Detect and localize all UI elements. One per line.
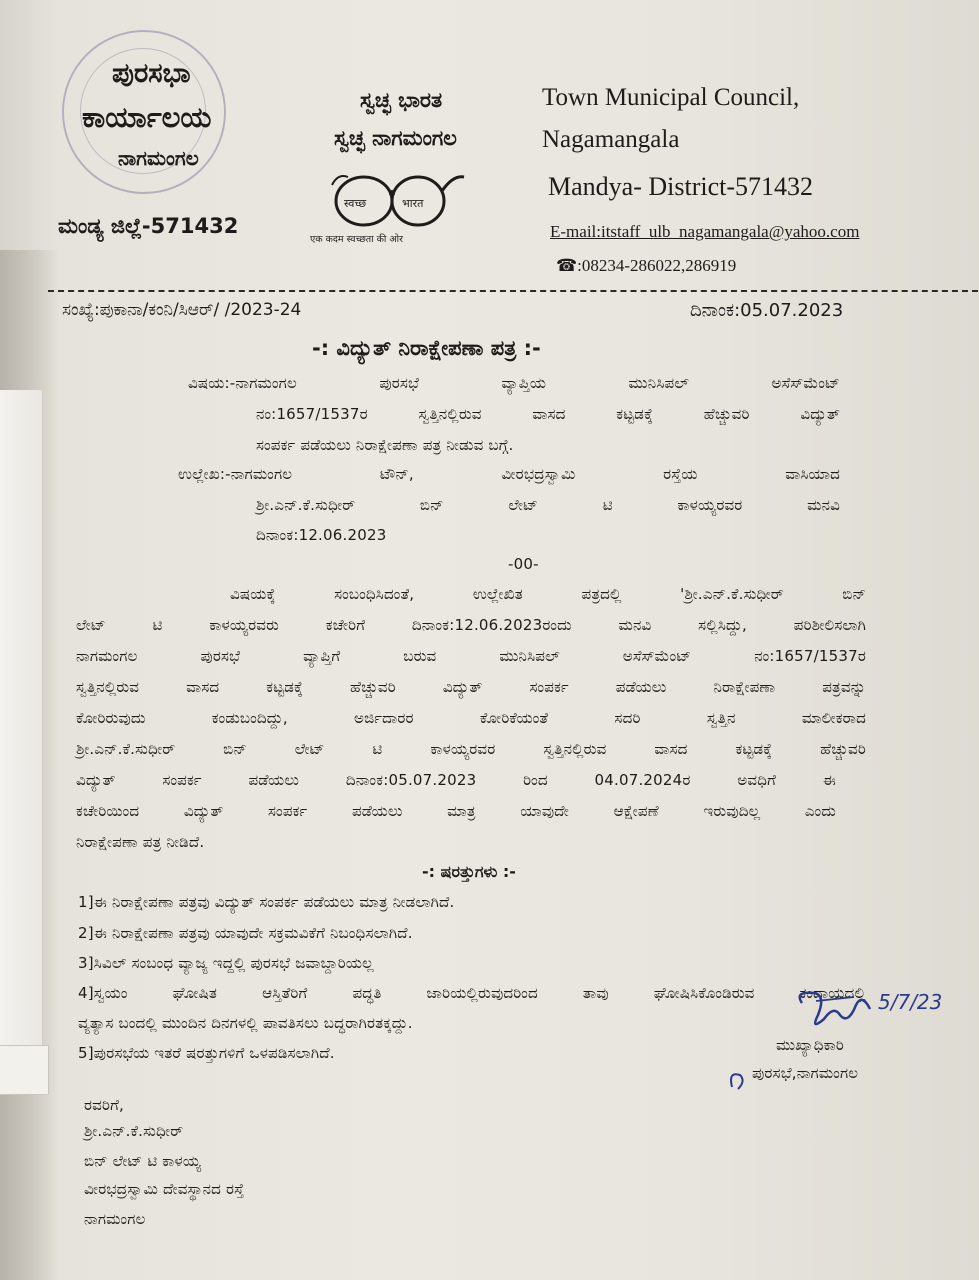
body-line7: ವಿದ್ಯುತ್ ಸಂಪರ್ಕ ಪಡೆಯಲು ದಿನಾಂಕ:05.07.2023 ರಿಂದ 04.07.2024ರ ಅವಧಿಗೆ ಈ xyxy=(76,771,836,789)
letterhead-office-line2: ಕಾರ್ಯಾಲಯ xyxy=(82,100,212,134)
body-line6: ಶ್ರೀ.ಎನ್.ಕೆ.ಸುಧೀರ್ ಬಿನ್ ಲೇಟ್ ಟಿ ಕಾಳಯ್ಯರವರ ಸ್ವತ್ತಿನಲ್ಲಿರುವ ವಾಸದ ಕಟ್ಟಡಕ್ಕೆ ಹೆಚ್ಚುವರಿ xyxy=(76,740,866,758)
reference-number: ಸಂಖ್ಯೆ:ಪುಕಾನಾ/ಕಂನಿ/ಸಿಆರ್/ /2023-24 xyxy=(62,300,302,320)
condition-4-continued: ವ್ಯತ್ಯಾಸ ಬಂದಲ್ಲಿ ಮುಂದಿನ ದಿನಗಳಲ್ಲಿ ಪಾವತಿಸಲು ಬದ್ಧರಾಗಿರತಕ್ಕದ್ದು. xyxy=(78,1014,413,1032)
council-place: Nagamangala xyxy=(542,126,680,153)
swachh-line1: ಸ್ವಚ್ಛ ಭಾರತ xyxy=(360,88,443,112)
letterhead-office-line3: ನಾಗಮಂಗಲ xyxy=(118,146,199,170)
council-district: Mandya- District-571432 xyxy=(548,172,814,201)
condition-3: 3]ಸಿವಿಲ್ ಸಂಬಂಧ ವ್ಯಾಜ್ಯ ಇದ್ದಲ್ಲಿ ಪುರಸಭೆ ಜವಾಬ್ದಾರಿಯಲ್ಲ xyxy=(78,954,374,972)
signature-date: 5/7/23 xyxy=(878,990,943,1014)
ref-line3: ದಿನಾಂಕ:12.06.2023 xyxy=(256,526,387,544)
swachh-line2: ಸ್ವಚ್ಛ ನಾಗಮಂಗಲ xyxy=(334,126,457,150)
letterhead-office-line1: ಪುರಸಭಾ xyxy=(112,58,191,89)
recipient-father: ಬಿನ್ ಲೇಟ್ ಟಿ ಕಾಳಯ್ಯ xyxy=(84,1152,202,1170)
council-email: E-mail:itstaff_ulb_nagamangala@yahoo.com xyxy=(550,222,860,241)
logo-right-text: भारत xyxy=(402,197,424,210)
recipient-street: ವೀರಭದ್ರಸ್ವಾಮಿ ದೇವಸ್ಥಾನದ ರಸ್ತೆ xyxy=(84,1180,245,1198)
body-line9: ನಿರಾಕ್ಷೇಪಣಾ ಪತ್ರ ನೀಡಿದೆ. xyxy=(76,833,205,851)
condition-5: 5]ಪುರಸಭೆಯ ಇತರೆ ಷರತ್ತುಗಳಿಗೆ ಒಳಪಡಿಸಲಾಗಿದೆ. xyxy=(78,1044,335,1062)
recipient-name: ಶ್ರೀ.ಎನ್.ಕೆ.ಸುಧೀರ್ xyxy=(84,1122,184,1140)
letter-date: ದಿನಾಂಕ:05.07.2023 xyxy=(690,300,844,321)
body-line3: ನಾಗಮಂಗಲ ಪುರಸಭೆ ವ್ಯಾಪ್ತಿಗೆ ಬರುವ ಮುನಿಸಿಪಲ್ ಅಸೆಸ್‌ಮೆಂಟ್ ನಂ:1657/1537ರ xyxy=(76,647,866,665)
conditions-title: -: ಷರತ್ತುಗಳು :- xyxy=(422,862,516,881)
signatory-office: ಪುರಸಭೆ,ನಾಗಮಂಗಲ xyxy=(752,1064,859,1082)
ref-line1: ಉಲ್ಲೇಖ:-ನಾಗಮಂಗಲ ಟೌನ್, ವೀರಭದ್ರಸ್ವಾಮಿ ರಸ್ತೆಯ ವಾಸಿಯಾದ xyxy=(178,465,840,483)
recipient-label: ರವರಿಗೆ, xyxy=(84,1096,124,1114)
body-line1: ವಿಷಯಕ್ಕೆ ಸಂಬಂಧಿಸಿದಂತೆ, ಉಲ್ಲೇಖಿತ ಪತ್ರದಲ್ಲಿ 'ಶ್ರೀ.ಎನ್.ಕೆ.ಸುಧೀರ್ ಬಿನ್ xyxy=(230,585,866,603)
subject-line1: ವಿಷಯ:-ನಾಗಮಂಗಲ ಪುರಸಭೆ ವ್ಯಾಪ್ತಿಯ ಮುನಿಸಿಪಲ್ ಅಸೆಸ್‌ಮೆಂಟ್ xyxy=(188,374,840,392)
subject-line2: ನಂ:1657/1537ರ ಸ್ವತ್ತಿನಲ್ಲಿರುವ ವಾಸದ ಕಟ್ಟಡಕ್ಕೆ ಹೆಚ್ಚುವರಿ ವಿದ್ಯುತ್ xyxy=(256,405,840,423)
body-line5: ಕೋರಿರುವುದು ಕಂಡುಬಂದಿದ್ದು, ಅರ್ಜಿದಾರರ ಕೋರಿಕೆಯಂತೆ ಸದರಿ ಸ್ವತ್ತಿನ ಮಾಲೀಕರಾದ xyxy=(76,709,866,727)
recipient-town: ನಾಗಮಂಗಲ xyxy=(84,1210,146,1228)
signatory-title: ಮುಖ್ಯಾಧಿಕಾರಿ xyxy=(776,1036,844,1054)
logo-left-text: स्वच्छ xyxy=(344,197,367,210)
tape-clip xyxy=(0,1045,49,1095)
subject-line3: ಸಂಪರ್ಕ ಪಡೆಯಲು ನಿರಾಕ್ಷೇಪಣಾ ಪತ್ರ ನೀಡುವ ಬಗ್ಗೆ. xyxy=(256,436,514,454)
adhesive-tape xyxy=(0,390,43,1090)
letterhead-district: ಮಂಡ್ಯ ಜಿಲ್ಲೆ-571432 xyxy=(58,214,239,238)
council-phone: ☎:08234-286022,286919 xyxy=(556,256,737,275)
ref-line2: ಶ್ರೀ.ಎನ್.ಕೆ.ಸುಧೀರ್ ಬಿನ್ ಲೇಟ್ ಟಿ ಕಾಳಯ್ಯರವರ ಮನವಿ xyxy=(256,496,840,514)
header-divider xyxy=(48,290,978,292)
condition-1: 1]ಈ ನಿರಾಕ್ಷೇಪಣಾ ಪತ್ರವು ವಿದ್ಯುತ್ ಸಂಪರ್ಕ ಪಡೆಯಲು ಮಾತ್ರ ನೀಡಲಾಗಿದೆ. xyxy=(78,893,455,911)
condition-4: 4]ಸ್ವಯಂ ಘೋಷಿತ ಆಸ್ತಿತೆರಿಗೆ ಪದ್ಧತಿ ಜಾರಿಯಲ್ಲಿರುವುದರಿಂದ ತಾವು ಘೋಷಿಸಿಕೊಂಡಿರುವ ಕಂದಾಯದಲ್ಲಿ xyxy=(78,984,866,1002)
logo-caption: एक कदम स्वच्छता की ओर xyxy=(310,234,404,245)
condition-2: 2]ಈ ನಿರಾಕ್ಷೇಪಣಾ ಪತ್ರವು ಯಾವುದೇ ಸಕ್ರಮವಿಕೆಗೆ ನಿಬಂಧಿಸಲಾಗಿದೆ. xyxy=(78,924,413,942)
council-name: Town Municipal Council, xyxy=(542,84,800,111)
letter-title: -: ವಿದ್ಯುತ್ ನಿರಾಕ್ಷೇಪಣಾ ಪತ್ರ :- xyxy=(312,336,541,360)
body-line4: ಸ್ವತ್ತಿನಲ್ಲಿರುವ ವಾಸದ ಕಟ್ಟಡಕ್ಕೆ ಹೆಚ್ಚುವರಿ ವಿದ್ಯುತ್ ಸಂಪರ್ಕ ಪಡೆಯಲು ನಿರಾಕ್ಷೇಪಣಾ ಪತ್ರವನ್ನು xyxy=(76,678,866,696)
body-line2: ಲೇಟ್ ಟಿ ಕಾಳಯ್ಯರವರು ಕಚೇರಿಗೆ ದಿನಾಂಕ:12.06.2023ರಂದು ಮನವಿ ಸಲ್ಲಿಸಿದ್ದು, ಪರಿಶೀಲಿಸಲಾಗಿ xyxy=(76,616,866,634)
separator: -00- xyxy=(508,555,539,573)
body-line8: ಕಚೇರಿಯಿಂದ ವಿದ್ಯುತ್ ಸಂಪರ್ಕ ಪಡೆಯಲು ಮಾತ್ರ ಯಾವುದೇ ಆಕ್ಷೇಪಣೆ ಇರುವುದಿಲ್ಲ ಎಂದು xyxy=(76,802,836,820)
